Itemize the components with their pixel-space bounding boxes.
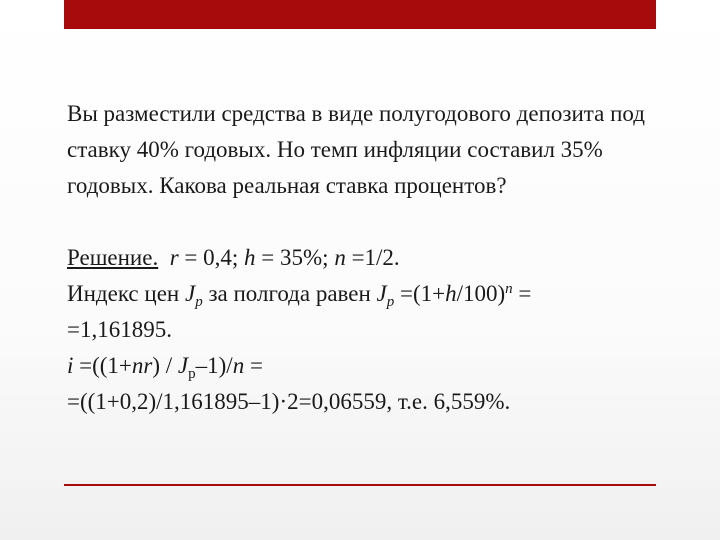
solution-line-2	[67, 276, 667, 312]
var-nr: nr	[131, 353, 153, 378]
formula-part-c: –1)/	[195, 353, 233, 378]
expr-start: =(1+	[394, 281, 446, 306]
expr-mid: /100)	[456, 281, 506, 306]
solution-line-4	[67, 348, 667, 384]
var-j: J	[184, 281, 196, 306]
problem-text: Вы разместили средства в виде полугодового депозита под ставку 40% годовых. Но темп инфляции составил 35% годовых. Какова реальная ставка процентов?	[67, 101, 645, 198]
value-r: = 0,4;	[178, 245, 245, 270]
var-n: n	[334, 245, 346, 270]
solution-line-5: =((1+0,2)/1,161895–1)·2=0,06559, т.е. 6,559%.	[67, 389, 511, 414]
price-index-mid: за полгода равен	[202, 281, 377, 306]
var-i: i	[67, 353, 74, 378]
var-r: r	[169, 245, 179, 270]
solution-line-1	[67, 240, 667, 276]
exponent-n: n	[505, 281, 513, 297]
value-h: = 35%;	[255, 245, 335, 270]
formula-part-a: =((1+	[73, 353, 132, 378]
var-h-2: h	[445, 281, 457, 306]
top-accent-bar	[64, 0, 656, 29]
var-j-2-subscript: p	[386, 294, 395, 310]
bottom-divider	[64, 484, 656, 486]
solution-heading: Решение.	[67, 245, 159, 270]
price-index-label: Индекс цен	[67, 281, 185, 306]
var-h: h	[244, 245, 256, 270]
var-n-2: n	[232, 353, 245, 378]
formula-part-d: =	[244, 353, 263, 378]
solution-block	[67, 240, 667, 420]
formula-part-b: ) /	[152, 353, 178, 378]
value-n: =1/2.	[345, 245, 400, 270]
var-j-2: J	[376, 281, 387, 306]
var-j-subscript: p	[195, 294, 203, 310]
var-j-3: J	[177, 353, 189, 378]
expr-end: =	[512, 281, 532, 306]
solution-line-3: =1,161895.	[67, 317, 172, 342]
var-j-3-subscript: p	[188, 366, 196, 382]
